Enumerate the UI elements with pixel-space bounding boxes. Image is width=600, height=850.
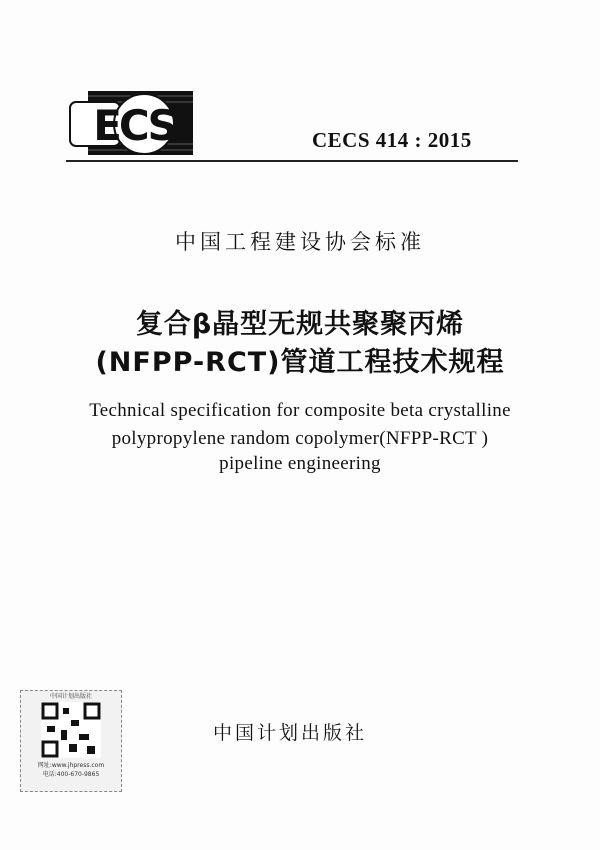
ecs-logo	[68, 88, 198, 158]
title-line-2: (NFPP-RCT)管道工程技术规程	[95, 347, 505, 378]
qr-website: 网址:www.jhpress.com	[37, 762, 105, 769]
association-name: 中国工程建设协会标准	[175, 230, 425, 254]
qr-code-stamp	[20, 690, 122, 792]
publisher-name: 中国计划出版社	[212, 722, 367, 744]
title-line-1: 复合β晶型无规共聚聚丙烯	[135, 309, 465, 340]
qr-phone: 电话:400-670-9865	[42, 771, 100, 778]
qr-heading: 中国计划出版社	[49, 693, 92, 700]
standard-code: CECS 414 : 2015	[312, 128, 472, 152]
header-divider	[66, 160, 518, 162]
english-title-line-1: Technical specification for composite beta crystalline	[89, 400, 511, 421]
english-title-line-3: pipeline engineering	[219, 453, 381, 474]
english-title-line-2: polypropylene random copolymer(NFPP-RCT )	[111, 428, 489, 449]
svg-text:ECS: ECS	[93, 101, 175, 150]
qr-code-icon	[41, 702, 101, 758]
